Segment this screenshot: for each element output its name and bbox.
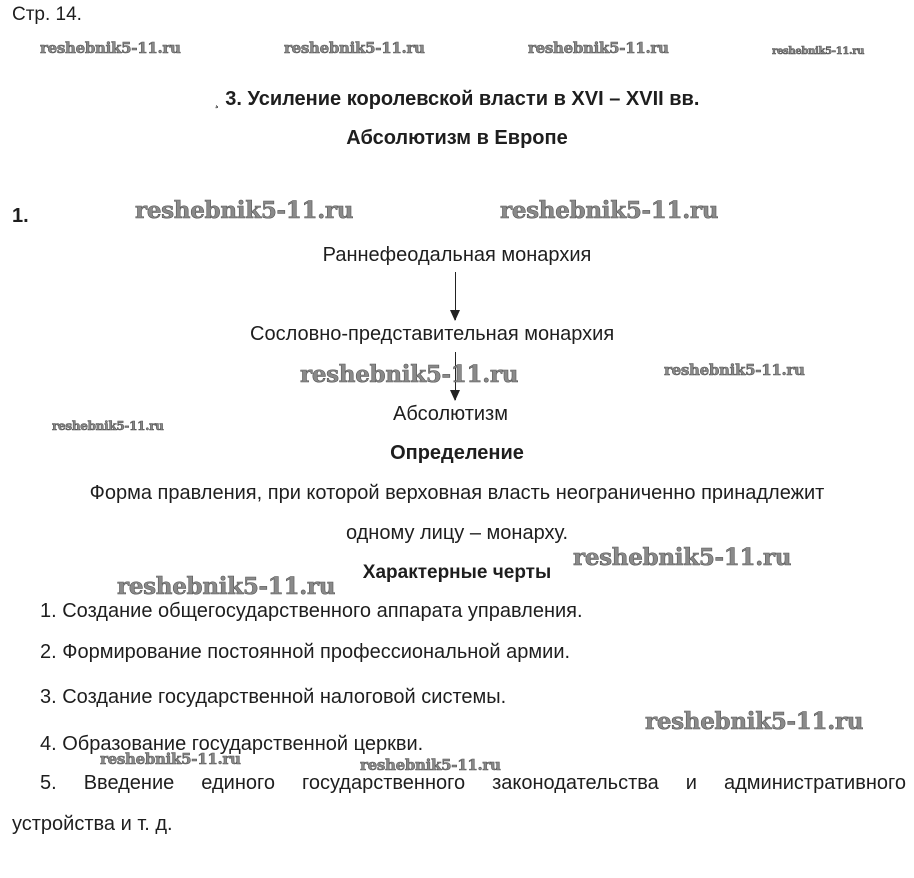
watermark: reshebnik5-11.ru [100, 750, 241, 768]
watermark: reshebnik5-11.ru [573, 544, 792, 571]
section-title [0, 88, 914, 111]
definition-line-2: одному лицу – монарху. [345, 522, 569, 544]
section-mark: ¸ [214, 92, 220, 108]
watermark: reshebnik5-11.ru [52, 419, 164, 433]
definition-heading: Определение [390, 442, 524, 464]
feature-item: 4. Образование государственной церкви. [40, 733, 424, 755]
diagram-stage-2: Сословно-представительная монархия [250, 323, 615, 345]
watermark: reshebnik5-11.ru [500, 197, 719, 224]
feature-item: 3. Создание государственной налоговой системы. [40, 686, 507, 708]
definition-line-1: Форма правления, при которой верховная власть неограниченно принадлежит [89, 482, 825, 504]
section-subtitle: Абсолютизм в Европе [346, 127, 568, 149]
watermark: reshebnik5-11.ru [528, 39, 669, 57]
feature-item: 1. Создание общегосударственного аппарата управления. [40, 600, 583, 622]
features-heading: Характерные черты [362, 562, 552, 583]
watermark: reshebnik5-11.ru [300, 361, 519, 388]
watermark: reshebnik5-11.ru [284, 39, 425, 57]
feature-item: 2. Формирование постоянной профессиональной армии. [40, 641, 571, 663]
watermark: reshebnik5-11.ru [117, 573, 336, 600]
watermark: reshebnik5-11.ru [135, 197, 354, 224]
watermark: reshebnik5-11.ru [772, 46, 865, 57]
watermark: reshebnik5-11.ru [40, 39, 181, 57]
watermark: reshebnik5-11.ru [664, 361, 805, 379]
arrow-down-icon [455, 272, 456, 320]
diagram-stage-1: Раннефеодальная монархия [322, 244, 592, 266]
watermark: reshebnik5-11.ru [645, 708, 864, 735]
feature-item-continuation: устройства и т. д. [12, 813, 173, 835]
feature-item: 5. Введение единого государственного законодательства и административного [40, 772, 906, 794]
task-number: 1. [12, 205, 29, 227]
section-title-text: 3. Усиление королевской власти в XVI – XVII вв. [225, 88, 700, 110]
watermark: reshebnik5-11.ru [360, 756, 501, 774]
diagram-stage-3: Абсолютизм [393, 403, 508, 425]
page-label: Стр. 14. [12, 4, 82, 25]
